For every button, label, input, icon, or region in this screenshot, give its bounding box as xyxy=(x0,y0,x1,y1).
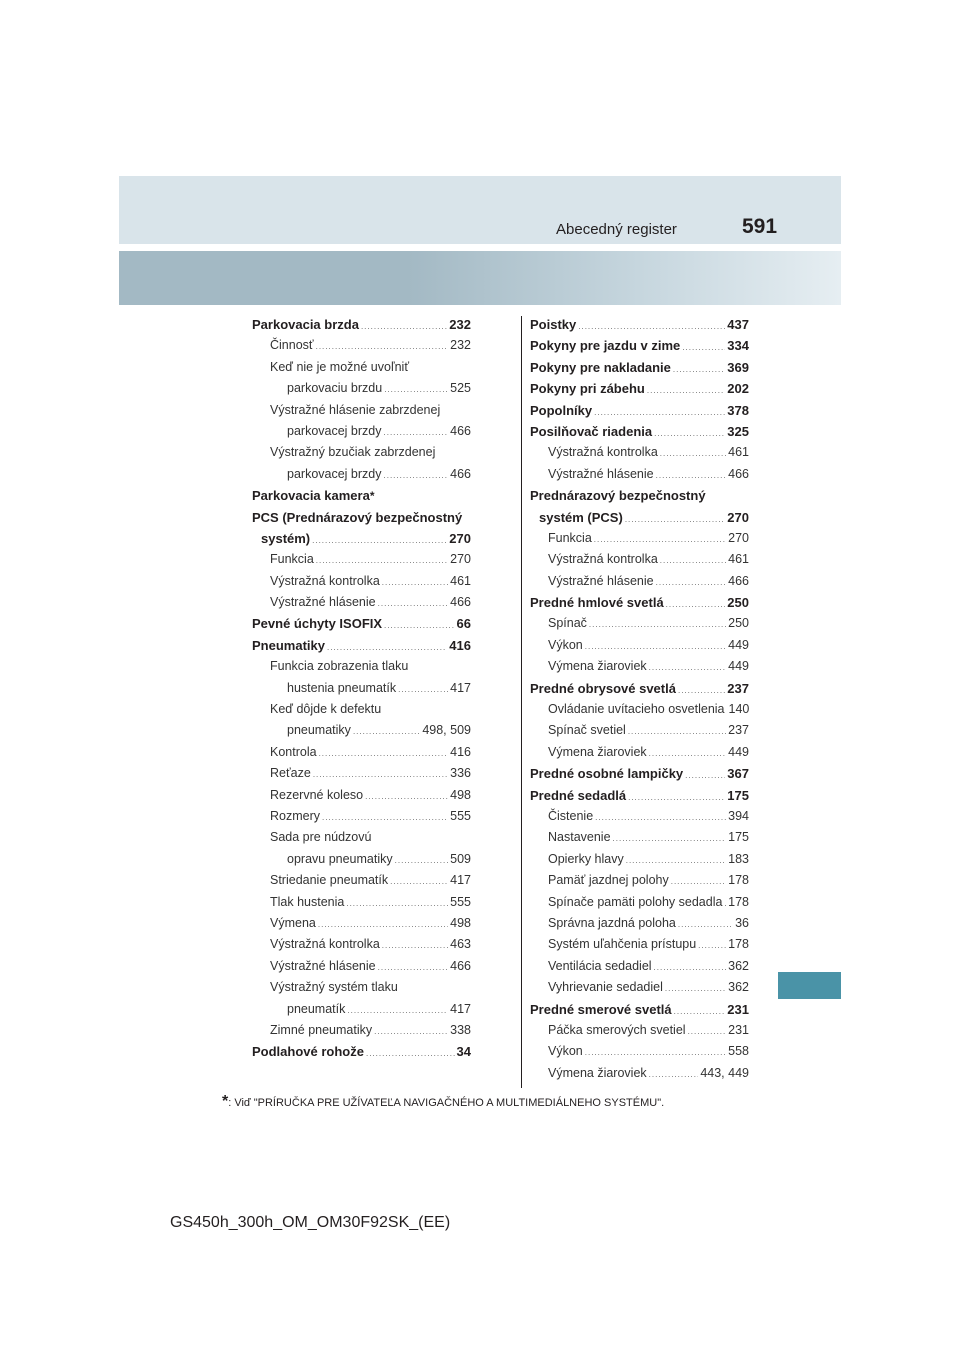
index-entry xyxy=(530,400,749,421)
index-entry xyxy=(530,635,749,656)
index-entry xyxy=(530,1063,749,1084)
entry-term: Parkovacia brzda xyxy=(252,317,359,332)
entry-term: opravu pneumatiky xyxy=(287,851,393,866)
entry-leader-dots xyxy=(384,422,449,443)
entry-page-ref: 555 xyxy=(450,808,471,823)
entry-page-ref: 270 xyxy=(727,509,749,525)
entry-term: Tlak hustenia xyxy=(270,894,345,909)
entry-term: Výstražné hlásenie xyxy=(270,958,376,973)
entry-page-ref: 466 xyxy=(728,466,749,481)
entry-leader-dots xyxy=(378,593,449,614)
entry-leader-dots xyxy=(316,550,448,571)
index-entry xyxy=(530,892,749,913)
entry-term: Nastavenie xyxy=(548,830,611,845)
entry-leader-dots xyxy=(685,765,725,786)
entry-page-ref: 202 xyxy=(727,381,749,397)
index-entry xyxy=(252,785,471,806)
entry-leader-dots xyxy=(578,316,725,337)
entry-page-ref: 362 xyxy=(728,958,749,973)
entry-leader-dots xyxy=(366,1043,455,1064)
entry-term: Výstražné hlásenie zabrzdenej xyxy=(270,402,441,417)
footnote-star: * xyxy=(222,1093,229,1110)
entry-page-ref: 34 xyxy=(456,1044,471,1060)
index-entry xyxy=(530,870,749,891)
entry-page-ref: 231 xyxy=(728,1022,749,1037)
entry-page-ref: 466 xyxy=(450,595,471,610)
entry-term: parkovacej brzdy xyxy=(287,423,382,438)
index-entry xyxy=(252,314,471,335)
page-number: 591 xyxy=(742,215,778,238)
entry-leader-dots xyxy=(353,721,420,742)
entry-leader-dots xyxy=(361,316,447,337)
entry-leader-dots xyxy=(378,957,449,978)
entry-page-ref: 437 xyxy=(727,317,749,332)
index-entry xyxy=(252,999,471,1020)
entry-term: Parkovacia kamera xyxy=(252,488,370,504)
index-entry xyxy=(252,507,471,528)
entry-page-ref: 336 xyxy=(450,766,471,781)
entry-term: Pamäť jazdnej polohy xyxy=(548,873,669,888)
entry-leader-dots xyxy=(384,615,454,636)
entry-leader-dots xyxy=(678,914,733,935)
entry-leader-dots xyxy=(398,679,448,700)
entry-page-ref: 178 xyxy=(728,937,749,952)
index-entry xyxy=(252,977,471,998)
entry-term: Pokyny pre nakladanie xyxy=(530,359,671,375)
entry-leader-dots xyxy=(318,914,448,935)
entry-leader-dots xyxy=(594,402,725,423)
index-entry xyxy=(252,1041,471,1062)
entry-term: Prednárazový bezpečnostný xyxy=(530,488,706,504)
index-entry xyxy=(530,999,749,1020)
entry-leader-dots xyxy=(671,871,726,892)
index-entry xyxy=(252,400,471,421)
entry-leader-dots xyxy=(613,828,727,849)
entry-term: Predné sedadlá xyxy=(530,787,627,803)
index-entry xyxy=(252,421,471,442)
index-column-right xyxy=(530,314,749,1084)
entry-page-ref: 378 xyxy=(727,402,749,418)
entry-leader-dots xyxy=(313,764,448,785)
entry-term: Výkon xyxy=(548,637,583,652)
index-entry xyxy=(530,785,749,806)
index-entry xyxy=(530,1020,749,1041)
entry-page-ref: 449 xyxy=(728,744,749,759)
entry-footnote-star: * xyxy=(369,489,375,504)
entry-page-ref: 325 xyxy=(727,423,749,439)
entry-leader-dots xyxy=(384,379,448,400)
entry-page-ref: 232 xyxy=(449,317,471,332)
index-entry xyxy=(252,742,471,763)
entry-term: parkovaciu brzdu xyxy=(287,381,383,396)
index-entry xyxy=(252,549,471,570)
document-code: GS450h_300h_OM_OM30F92SK_(EE) xyxy=(170,1214,451,1231)
entry-page-ref: 461 xyxy=(450,573,471,588)
entry-term: Správna jazdná poloha xyxy=(548,915,676,930)
entry-page-ref: 555 xyxy=(450,894,471,909)
index-entry xyxy=(252,357,471,378)
entry-page-ref: 250 xyxy=(728,616,749,631)
index-entry xyxy=(530,934,749,955)
index-entry xyxy=(252,913,471,934)
index-entry xyxy=(530,571,749,592)
index-entry xyxy=(252,934,471,955)
index-entry xyxy=(530,549,749,570)
entry-leader-dots xyxy=(647,380,725,401)
entry-term: hustenia pneumatík xyxy=(287,680,397,695)
entry-term: Reťaze xyxy=(270,766,311,781)
entry-term: Funkcia xyxy=(270,552,314,567)
entry-page-ref: 466 xyxy=(450,958,471,973)
index-entry xyxy=(252,378,471,399)
entry-term: Výstražné hlásenie xyxy=(548,573,654,588)
entry-term: Výstražná kontrolka xyxy=(548,445,658,460)
entry-page-ref: 178 xyxy=(728,894,749,909)
entry-leader-dots xyxy=(395,850,449,871)
entry-page-ref: 498, 509 xyxy=(422,723,471,738)
footnote xyxy=(222,1093,664,1111)
index-entry xyxy=(530,464,749,485)
index-entry xyxy=(252,442,471,463)
entry-term: Výmena xyxy=(270,915,316,930)
entry-term: Výstražná kontrolka xyxy=(548,552,658,567)
entry-term: Výmena žiaroviek xyxy=(548,659,647,674)
entry-leader-dots xyxy=(312,530,447,551)
entry-page-ref: 417 xyxy=(450,680,471,695)
entry-leader-dots xyxy=(654,423,725,444)
entry-leader-dots xyxy=(656,465,727,486)
entry-term: pneumatík xyxy=(287,1001,346,1016)
entry-term: Zimné pneumatiky xyxy=(270,1022,373,1037)
index-entry xyxy=(252,763,471,784)
entry-page-ref: 231 xyxy=(727,1001,749,1017)
entry-leader-dots xyxy=(322,807,448,828)
entry-page-ref: 250 xyxy=(727,595,749,611)
entry-term: Predné hmlové svetlá xyxy=(530,595,664,611)
entry-leader-dots xyxy=(660,443,726,464)
entry-page-ref: 463 xyxy=(450,937,471,952)
entry-leader-dots xyxy=(626,850,726,871)
entry-term: Predné osobné lampičky xyxy=(530,766,684,782)
index-entry xyxy=(530,977,749,998)
index-entry xyxy=(530,827,749,848)
entry-leader-dots xyxy=(665,978,726,999)
index-entry xyxy=(252,613,471,634)
index-entry xyxy=(530,720,749,741)
index-entry xyxy=(530,763,749,784)
index-entry xyxy=(530,849,749,870)
index-entry xyxy=(252,870,471,891)
entry-page-ref: 232 xyxy=(450,338,471,353)
entry-leader-dots xyxy=(384,465,449,486)
entry-term: Výstražný bzučiak zabrzdenej xyxy=(270,445,436,460)
entry-leader-dots xyxy=(649,743,726,764)
entry-term: Sada pre núdzovú xyxy=(270,830,372,845)
entry-leader-dots xyxy=(674,1001,726,1022)
entry-leader-dots xyxy=(374,1021,448,1042)
index-entry xyxy=(252,892,471,913)
index-entry xyxy=(530,314,749,335)
entry-term: Spínač svetiel xyxy=(548,723,626,738)
entry-page-ref: 334 xyxy=(727,338,749,354)
entry-page-ref: 443, 449 xyxy=(700,1065,749,1080)
entry-leader-dots xyxy=(649,1064,699,1085)
entry-term: Keď nie je možné uvoľniť xyxy=(270,359,410,374)
index-entry xyxy=(252,485,471,506)
entry-page-ref: 36 xyxy=(735,915,749,930)
entry-leader-dots xyxy=(585,1042,726,1063)
entry-page-ref: 270 xyxy=(449,530,471,546)
entry-leader-dots xyxy=(649,657,726,678)
section-side-tab xyxy=(778,972,841,999)
entry-leader-dots xyxy=(678,680,725,701)
entry-term: Posilňovač riadenia xyxy=(530,423,653,439)
entry-leader-dots xyxy=(585,636,726,657)
index-entry xyxy=(252,849,471,870)
entry-term: Opierky hlavy xyxy=(548,851,624,866)
entry-term: Rozmery xyxy=(270,808,321,823)
entry-leader-dots xyxy=(327,637,447,658)
entry-page-ref: 175 xyxy=(728,830,749,845)
index-entry xyxy=(530,335,749,356)
entry-term: Rezervné koleso xyxy=(270,787,364,802)
index-entry xyxy=(530,699,749,720)
index-entry xyxy=(530,357,749,378)
index-entry xyxy=(252,635,471,656)
index-entry xyxy=(252,335,471,356)
entry-term: Ventilácia sedadiel xyxy=(548,958,652,973)
entry-term: PCS (Prednárazový bezpečnostný xyxy=(252,509,463,525)
section-gradient-band xyxy=(119,251,841,305)
entry-page-ref: 525 xyxy=(450,381,471,396)
entry-term: Výmena žiaroviek xyxy=(548,744,647,759)
entry-page-ref: 394 xyxy=(728,808,749,823)
index-entry xyxy=(530,378,749,399)
entry-page-ref: 338 xyxy=(450,1022,471,1037)
entry-page-ref: 558 xyxy=(728,1044,749,1059)
entry-page-ref: 461 xyxy=(728,552,749,567)
entry-leader-dots xyxy=(628,721,726,742)
entry-term: Výkon xyxy=(548,1044,583,1059)
entry-leader-dots xyxy=(628,787,725,808)
index-entry xyxy=(252,678,471,699)
entry-leader-dots xyxy=(660,550,726,571)
index-entry xyxy=(252,699,471,720)
header-title: Abecedný register xyxy=(556,221,677,238)
entry-term: Vyhrievanie sedadiel xyxy=(548,980,663,995)
index-entry xyxy=(530,442,749,463)
index-entry xyxy=(252,464,471,485)
entry-term: Výstražné hlásenie xyxy=(548,466,654,481)
entry-page-ref: 369 xyxy=(727,359,749,375)
entry-leader-dots xyxy=(688,1021,727,1042)
index-entry xyxy=(252,656,471,677)
entry-leader-dots xyxy=(390,871,448,892)
index-entry xyxy=(252,592,471,613)
entry-leader-dots xyxy=(625,509,725,530)
index-entry xyxy=(252,827,471,848)
entry-term: systém) xyxy=(261,530,311,546)
entry-page-ref: 416 xyxy=(449,637,471,653)
entry-page-ref: 140 xyxy=(728,702,750,717)
entry-leader-dots xyxy=(666,594,726,615)
entry-term: Pokyny pri zábehu xyxy=(530,381,645,397)
entry-leader-dots xyxy=(682,337,725,358)
entry-term: Činnosť xyxy=(270,338,314,353)
entry-page-ref: 183 xyxy=(728,851,749,866)
entry-term: Kontrola xyxy=(270,744,317,759)
index-column-left xyxy=(252,314,471,1063)
entry-page-ref: 461 xyxy=(728,445,749,460)
entry-leader-dots xyxy=(589,614,726,635)
index-entry xyxy=(252,956,471,977)
entry-page-ref: 175 xyxy=(727,787,749,803)
entry-leader-dots xyxy=(382,572,448,593)
column-divider xyxy=(521,316,522,1088)
header-band xyxy=(119,176,841,244)
entry-leader-dots xyxy=(316,336,449,357)
entry-page-ref: 270 xyxy=(450,552,471,567)
entry-term: Spínač xyxy=(548,616,587,631)
entry-page-ref: 178 xyxy=(728,873,749,888)
entry-term: Predné smerové svetlá xyxy=(530,1001,672,1017)
entry-term: Ovládanie uvítacieho osvetlenia xyxy=(548,702,725,717)
index-entry xyxy=(530,913,749,934)
entry-term: Výstražné hlásenie xyxy=(270,595,376,610)
entry-leader-dots xyxy=(673,359,725,380)
entry-term: Predné obrysové svetlá xyxy=(530,680,676,696)
index-entry xyxy=(530,528,749,549)
entry-term: Pevné úchyty ISOFIX xyxy=(252,616,383,632)
entry-term: Výstražný systém tlaku xyxy=(270,980,398,995)
index-entry xyxy=(252,806,471,827)
index-entry xyxy=(530,613,749,634)
entry-page-ref: 66 xyxy=(456,616,471,632)
entry-term: Keď dôjde k defektu xyxy=(270,702,382,717)
entry-term: Systém uľahčenia prístupu xyxy=(548,937,697,952)
entry-page-ref: 270 xyxy=(728,530,749,545)
entry-leader-dots xyxy=(724,893,726,914)
index-entry xyxy=(530,592,749,613)
index-entry xyxy=(530,656,749,677)
index-entry xyxy=(252,571,471,592)
entry-term: Výstražná kontrolka xyxy=(270,573,380,588)
entry-leader-dots xyxy=(382,935,448,956)
index-entry xyxy=(530,806,749,827)
entry-term: Podlahové rohože xyxy=(252,1044,364,1060)
entry-term: pneumatiky xyxy=(287,723,351,738)
entry-term: Páčka smerových svetiel xyxy=(548,1022,686,1037)
entry-page-ref: 466 xyxy=(450,423,471,438)
entry-term: Výmena žiaroviek xyxy=(548,1065,647,1080)
footnote-text: : Viď "PRÍRUČKA PRE UŽÍVATEĽA NAVIGAČNÉHO A MULTIMEDIÁLNEHO SYSTÉMU". xyxy=(228,1097,665,1109)
entry-term: Funkcia xyxy=(548,530,592,545)
entry-page-ref: 498 xyxy=(450,915,471,930)
entry-leader-dots xyxy=(654,957,727,978)
entry-page-ref: 449 xyxy=(728,637,749,652)
index-entry xyxy=(530,678,749,699)
index-entry xyxy=(530,1041,749,1062)
index-entry xyxy=(252,1020,471,1041)
entry-term: Spínače pamäti polohy sedadla xyxy=(548,894,723,909)
entry-term: Striedanie pneumatík xyxy=(270,873,389,888)
index-entry xyxy=(530,507,749,528)
entry-page-ref: 417 xyxy=(450,1001,471,1016)
entry-page-ref: 498 xyxy=(450,787,471,802)
entry-leader-dots xyxy=(346,893,448,914)
entry-page-ref: 509 xyxy=(450,851,471,866)
entry-page-ref: 237 xyxy=(728,723,749,738)
entry-page-ref: 237 xyxy=(727,680,749,696)
entry-term: Poistky xyxy=(530,317,577,332)
index-entry xyxy=(530,742,749,763)
entry-term: Funkcia zobrazenia tlaku xyxy=(270,659,409,674)
entry-page-ref: 416 xyxy=(450,744,471,759)
entry-term: Čistenie xyxy=(548,808,594,823)
entry-page-ref: 367 xyxy=(727,766,749,782)
entry-term: Popolníky xyxy=(530,402,593,418)
index-entry xyxy=(252,720,471,741)
entry-term: parkovacej brzdy xyxy=(287,466,382,481)
entry-leader-dots xyxy=(319,743,449,764)
entry-term: Pokyny pre jazdu v zime xyxy=(530,338,681,354)
entry-term: Výstražná kontrolka xyxy=(270,937,380,952)
entry-leader-dots xyxy=(595,807,726,828)
index-entry xyxy=(530,485,749,506)
entry-term: Pneumatiky xyxy=(252,637,325,653)
index-entry xyxy=(530,421,749,442)
entry-page-ref: 362 xyxy=(728,980,749,995)
index-entry xyxy=(252,528,471,549)
entry-leader-dots xyxy=(347,1000,448,1021)
entry-leader-dots xyxy=(698,935,726,956)
entry-page-ref: 466 xyxy=(728,573,749,588)
entry-page-ref: 466 xyxy=(450,466,471,481)
index-entry xyxy=(530,956,749,977)
entry-leader-dots xyxy=(365,786,448,807)
entry-page-ref: 417 xyxy=(450,873,471,888)
entry-leader-dots xyxy=(594,529,726,550)
entry-leader-dots xyxy=(656,572,727,593)
entry-page-ref: 449 xyxy=(728,659,749,674)
entry-term: systém (PCS) xyxy=(539,509,623,525)
